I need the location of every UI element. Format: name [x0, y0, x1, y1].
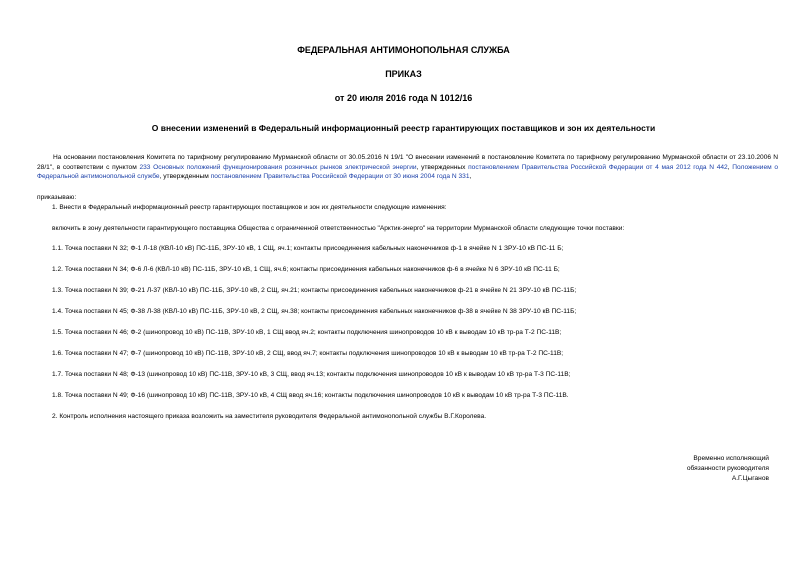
preamble-text-1: На основании постановления Комитета по тарифному регулированию Мурманской области от 30.05.2016 N 19/1 "О внесении изменений в постановление Комитета по тарифному регулированию Мурманской области от 23.10.2006 N 28/1", в соответствии с пунктом	[37, 154, 778, 171]
list-item: 1.1. Точка поставки N 32; Ф-1 Л-18 (КВЛ-10 кВ) ПС-11Б, ЗРУ-10 кВ, 1 СЩ, яч.1; контакты присоединения кабельных наконечников ф-1 в ячейке N 1 ЗРУ-10 кВ ПС-11 Б;	[52, 245, 564, 252]
preamble-text-4: , утвержденным	[159, 173, 211, 180]
list-item: 1.3. Точка поставки N 39; Ф-21 Л-37 (КВЛ-10 кВ) ПС-11Б, ЗРУ-10 кВ, 2 СЩ, яч.21; контакты присоединения кабельных наконечников ф-21 в ячейке N 21 ЗРУ-10 кВ ПС-11Б;	[52, 287, 577, 294]
item-2-text: 2. Контроль исполнения настоящего приказа возложить на заместителя руководителя Федеральной антимонопольной службы В.Г.Королева.	[52, 413, 487, 420]
item-1-text: 1. Внести в Федеральный информационный реестр гарантирующих поставщиков и зон их деятельности следующие изменения:	[52, 204, 447, 211]
link-fas-regulation[interactable]: Положением о Федеральной антимонопольной службе	[37, 163, 778, 180]
preamble-text-5: ,	[469, 173, 472, 180]
document-title: О внесении изменений в Федеральный информационный реестр гарантирующих поставщиков и зон их деятельности	[151, 123, 656, 133]
signature-title-line-1: Временно исполняющий	[693, 455, 769, 462]
signature-title-line-2: обязанности руководителя	[686, 465, 769, 472]
preamble-text-3: ,	[727, 163, 733, 171]
list-item: 1.2. Точка поставки N 34; Ф-6 Л-6 (КВЛ-10 кВ) ПС-11Б, ЗРУ-10 кВ, 1 СЩ, яч.6; контакты присоединения кабельных наконечников ф-6 в ячейке N 6 ЗРУ-10 кВ ПС-11 Б;	[52, 266, 560, 273]
agency-name: ФЕДЕРАЛЬНАЯ АНТИМОНОПОЛЬНАЯ СЛУЖБА	[297, 45, 510, 55]
list-item: 1.7. Точка поставки N 48; Ф-13 (шинопровод 10 кВ) ПС-11В, ЗРУ-10 кВ, 3 СЩ, ввод яч.13; контакты подключения шинопроводов 10 кВ к выводам 10 кВ тр-ра Т-3 ПС-11В;	[52, 371, 571, 378]
preamble-text-2: , утвержденных	[416, 163, 469, 171]
list-item: 1.4. Точка поставки N 45; Ф-38 Л-38 (КВЛ-10 кВ) ПС-11Б, ЗРУ-10 кВ, 2 СЩ, яч.38; контакты присоединения кабельных наконечников ф-38 в ячейке N 38 ЗРУ-10 кВ ПС-11Б;	[52, 308, 577, 315]
list-item: 1.8. Точка поставки N 49; Ф-16 (шинопровод 10 кВ) ПС-11В, ЗРУ-10 кВ, 4 СЩ ввод яч.16; контакты подключения шинопроводов 10 кВ к выводам 10 кВ тр-ра Т-3 ПС-11В.	[52, 392, 569, 399]
link-government-decree-331[interactable]: постановлением Правительства Российской Федерации от 30 июня 2004 года N 331	[210, 173, 470, 180]
link-government-decree-442[interactable]: постановлением Правительства Российской Федерации от 4 мая 2012 года N 442	[468, 163, 728, 171]
list-item: 1.6. Точка поставки N 47; Ф-7 (шинопровод 10 кВ) ПС-11В, ЗРУ-10 кВ, 2 СЩ, ввод яч.7; контакты подключения шинопроводов 10 кВ к выводам 10 кВ тр-ра Т-2 ПС-11В;	[52, 350, 564, 357]
order-word: приказываю:	[37, 194, 77, 201]
document-type: ПРИКАЗ	[385, 69, 422, 79]
signature-name: А.Г.Цыганов	[731, 475, 769, 482]
preamble-paragraph	[37, 153, 778, 182]
include-points-text: включить в зону деятельности гарантирующего поставщика Общества с ограниченной ответственностью "Арктик-энерго" на территории Мурманской области следующие точки поставки:	[52, 225, 625, 232]
list-item: 1.5. Точка поставки N 46; Ф-2 (шинопровод 10 кВ) ПС-11В, ЗРУ-10 кВ, 1 СЩ ввод яч.2; контакты подключения шинопроводов 10 кВ к выводам 10 кВ тр-ра Т-2 ПС-11В;	[52, 329, 562, 336]
document-date-number: от 20 июля 2016 года N 1012/16	[334, 93, 473, 103]
link-basic-provisions[interactable]: 233 Основных положений функционирования розничных рынков электрической энергии	[139, 163, 417, 171]
